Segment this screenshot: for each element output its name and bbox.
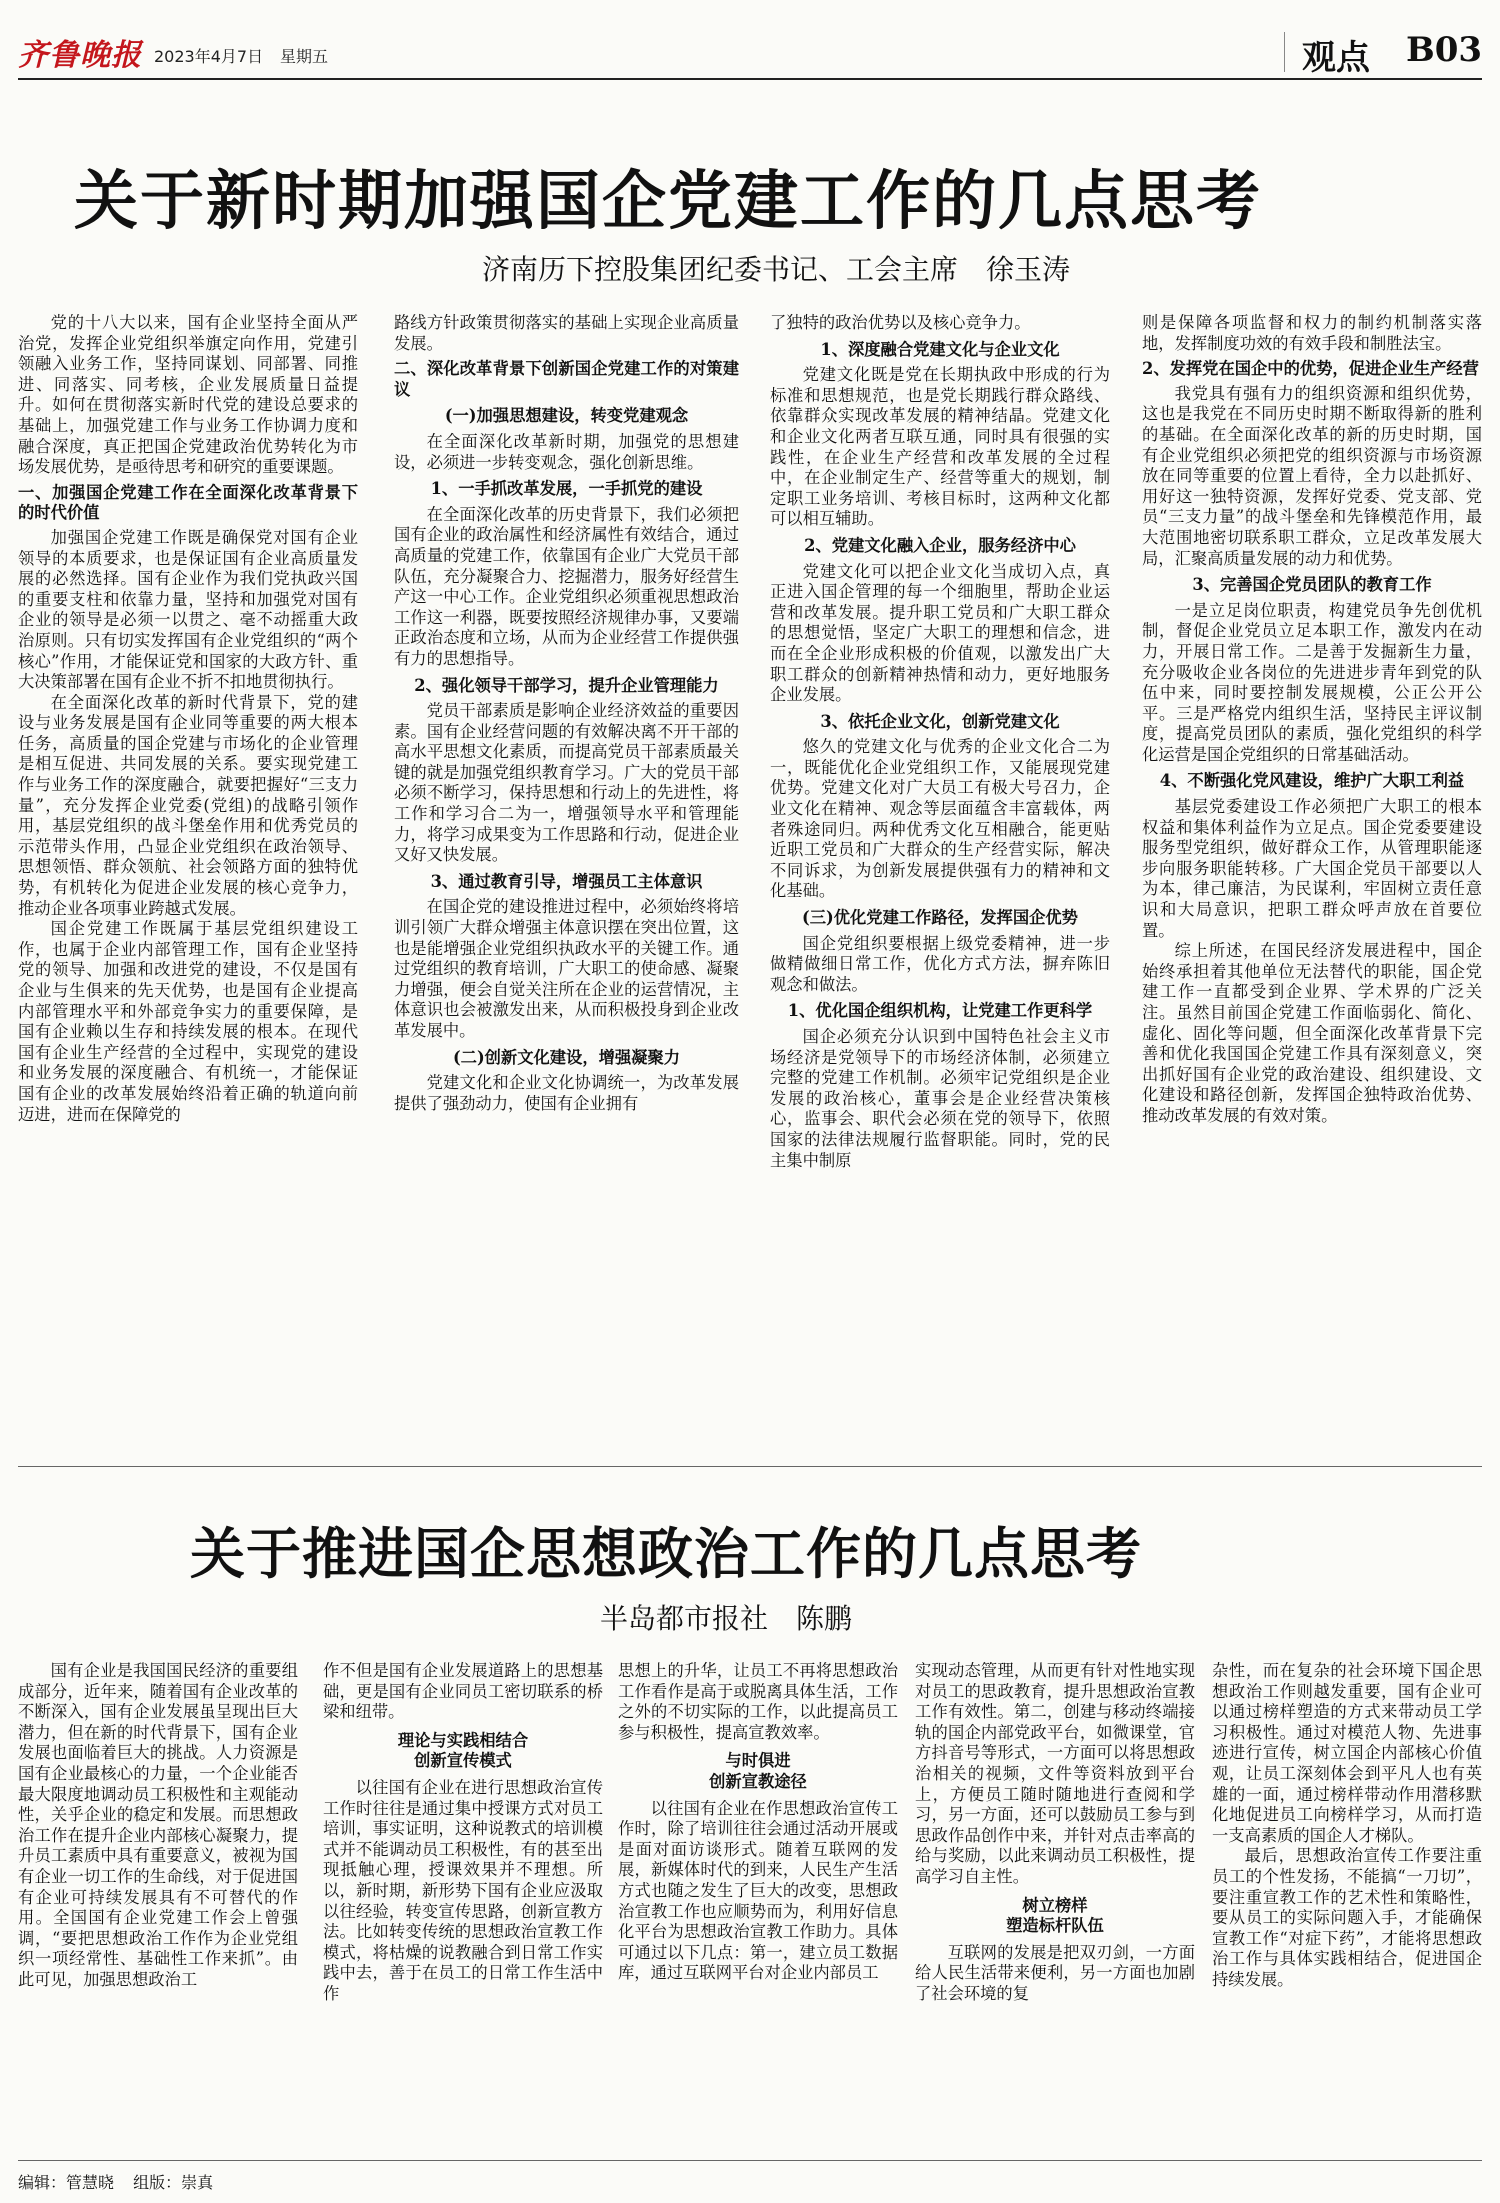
paragraph: 以往国有企业在作思想政治宣传工作时，除了培训往往会通过活动开展或是面对面访谈形式。随着互联网的发展，新媒体时代的到来，人民生产生活方式也随之发生了巨大的改变，思想政治宣教工作也应顺势而为，利用好信息化平台为思想政治宣教工作助力。具体可通过以下几点：第一，建立员工数据库，通过互联网平台对企业内部员工 — [618, 1798, 898, 1983]
paragraph: 最后，思想政治宣传工作要注重员工的个性发扬，不能搞“一刀切”，要注重宣教工作的艺术性和策略性，要从员工的实际问题入手，才能确保宣教工作“对症下药”，才能将思想政治工作与具体实践相结合，促进国企持续发展。 — [1212, 1846, 1482, 1989]
paragraph: 悠久的党建文化与优秀的企业文化合二为一，既能优化企业党组织工作，又能展现党建优势。党建文化对广大员工有极大号召力，企业文化在精神、观念等层面蕴含丰富载体，两者殊途同归。两种优秀文化互相融合，能更贴近职工党员和广大群众的生产经营实际，解决不同诉求，为创新发展提供强有力的精神和文化基础。 — [770, 737, 1110, 901]
subheading: 4、不断强化党风建设，维护广大职工利益 — [1159, 771, 1465, 791]
article1-column-3 — [770, 313, 1110, 1448]
subheading: 3、依托企业文化，创新党建文化 — [820, 711, 1060, 731]
header-divider — [1284, 32, 1285, 72]
subheading: 1、深度融合党建文化与企业文化 — [820, 339, 1060, 359]
paragraph: 则是保障各项监督和权力的制约机制落实落地，发挥制度功效的有效手段和制胜法宝。 — [1142, 313, 1482, 353]
paragraph: 以往国有企业在进行思想政治宣传工作时往往是通过集中授课方式对员工培训，事实证明，这种说教式的培训模式并不能调动员工积极性，有的甚至出现抵触心理，授课效果并不理想。所以，新时期，新形势下国有企业应汲取以往经验，转变宣传思路，创新宣教方法。比如转变传统的思想政治宣教工作模式，将枯燥的说教融合到日常工作实践中去，善于在员工的日常工作生活中作 — [323, 1777, 603, 2003]
subheading: 二、深化改革背景下创新国企党建工作的对策建议 — [394, 359, 739, 399]
publish-weekday: 星期五 — [280, 47, 329, 66]
editor-credit: 编辑：管慧晓 — [18, 2173, 115, 2192]
section-name: 观点 — [1302, 38, 1370, 78]
article1-title: 关于新时期加强国企党建工作的几点思考 — [74, 164, 1262, 239]
section-heading: 与时俱进 创新宣教途径 — [709, 1751, 807, 1791]
paragraph: 基层党委建设工作必须把广大职工的根本权益和集体利益作为立足点。国企党委要建设服务型党组织，做好群众工作，从管理职能逐步向服务职能转移。广大国企党员干部要以人为本，律己廉洁，为民谋利，牢固树立责任意识和大局意识，把职工群众呼声放在首要位置。 — [1142, 797, 1482, 940]
subheading: 1、优化国企组织机构，让党建工作更科学 — [787, 1001, 1093, 1021]
paragraph: 实现动态管理，从而更有针对性地实现对员工的思政教育，提升思想政治宣教工作有效性。第二，创建与移动终端接轨的国企内部党政平台，如微课堂，官方抖音号等形式，一方面可以将思想政治相关的视频，文件等资料放到平台上，方便员工随时随地进行查阅和学习，另一方面，还可以鼓励员工参与到思政作品创作中来，并针对点击率高的给与奖励，以此来调动员工积极性，提高学习自主性。 — [915, 1661, 1195, 1886]
subheading: 1、一手抓改革发展，一手抓党的建设 — [430, 479, 703, 499]
subheading: 一、加强国企党建工作在全面深化改革背景下的时代价值 — [18, 482, 358, 523]
section-heading: 理论与实践相结合 创新宣传模式 — [397, 1730, 529, 1771]
footer-credits — [18, 2170, 227, 2193]
subheading: (二)创新文化建设，增强凝聚力 — [452, 1047, 681, 1067]
footer-rule — [18, 2160, 1482, 2161]
paragraph: 在全面深化改革的新时代背景下，党的建设与业务发展是国有企业同等重要的两大根本任务，高质量的国企党建与市场化的企业管理是相互促进、共同发展的关系。要实现党建工作与业务工作的深度融合，就要把握好“三支力量”，充分发挥企业党委(党组)的战略引领作用，基层党组织的战斗堡垒作用和优秀党员的示范带头作用，凸显企业党组织在政治领导、思想领悟、群众领航、社会领路方面的独特优势，有机转化为促进企业发展的核心竞争力，推动企业各项事业跨越式发展。 — [18, 692, 358, 918]
article1-column-4 — [1142, 313, 1482, 1448]
article2-title: 关于推进国企思想政治工作的几点思考 — [190, 1521, 1143, 1586]
subheading: 2、党建文化融入企业，服务经济中心 — [804, 535, 1076, 555]
article1-column-1 — [18, 313, 358, 1448]
paragraph: 国企必须充分认识到中国特色社会主义市场经济是党领导下的市场经济体制，必须建立完整的党建工作机制。必须牢记党组织是企业发展的政治核心，董事会是企业经营决策核心，监事会、职代会必须在党的领导下，依照国家的法律法规履行监督职能。同时，党的民主集中制原 — [770, 1027, 1110, 1170]
paragraph: 党建文化可以把企业文化当成切入点，真正进入国企管理的每一个细胞里，帮助企业运营和改革发展。提升职工党员和广大职工群众的思想觉悟，坚定广大职工的理想和信念，进而在全企业形成积极的价值观，以激发出广大职工群众的创新精神热情和动力，更好地服务企业发展。 — [770, 561, 1110, 705]
article2-column-4 — [915, 1661, 1195, 2151]
subheading: 2、发挥党在国企中的优势，促进企业生产经营 — [1142, 359, 1479, 379]
header-rule — [18, 78, 1482, 80]
paragraph: 加强国企党建工作既是确保党对国有企业领导的本质要求，也是保证国有企业高质量发展的必然选择。国有企业作为我们党执政兴国的重要支柱和依靠力量，坚持和加强党对国有企业的领导是必须一以贯之、毫不动摇重大政治原则。只有切实发挥国有企业党组织的“两个核心”作用，才能保证党和国家的大政方针、重大决策部署在国有企业不折不扣地贯彻执行。 — [18, 527, 358, 692]
paragraph: 党建文化既是党在长期执政中形成的行为标准和思想规范，也是党长期践行群众路线、依靠群众实现改革发展的精神结晶。党建文化和企业文化两者互联互通，同时具有很强的实践性，在企业生产经营和改革发展的全过程中，在企业制定生产、经营等重大的规划，制定职工业务培训、考核目标时，这两种文化都可以相互辅助。 — [770, 365, 1110, 529]
paragraph: 国企党建工作既属于基层党组织建设工作，也属于企业内部管理工作，国有企业坚持党的领导、加强和改进党的建设，不仅是国有企业与生俱来的先天优势，也是国有企业提高内部管理水平和外部竞争实力的重要保障，是国有企业赖以生存和持续发展的根本。在现代国有企业生产经营的全过程中，实现党的建设和业务发展的深度融合、有机统一，才能保证国有企业的改革发展始终沿着正确的轨道向前迈进，进而在保障党的 — [18, 919, 358, 1124]
paragraph: 党员干部素质是影响企业经济效益的重要因素。国有企业经营问题的有效解决离不开干部的高水平思想文化素质，而提高党员干部素质最关键的就是加强党组织教育学习。广大的党员干部必须不断学习，保持思想和行动上的先进性，将工作和学习合二为一，增强领导水平和管理能力，将学习成果变为工作思路和行动，促进企业又好又快发展。 — [394, 701, 739, 865]
subheading: (一)加强思想建设，转变党建观念 — [444, 406, 689, 426]
article-separator — [18, 1466, 1482, 1467]
paragraph: 国有企业是我国国民经济的重要组成部分，近年来，随着国有企业改革的不断深入，国有企业发展虽呈现出巨大潜力，但在新的时代背景下，国有企业发展也面临着巨大的挑战。人力资源是国有企业最核心的力量，一个企业能否最大限度地调动员工积极性和主观能动性，关乎企业的稳定和发展。而思想政治工作在提升企业内部核心凝聚力，提升员工素质中具有重要意义，被视为国有企业一切工作的生命线，对于促进国有企业可持续发展具有不可替代的作用。全国国有企业党建工作会上曾强调，“要把思想政治工作作为企业党组织一项经常性、基础性工作来抓”。由此可见，加强思想政治工 — [18, 1661, 298, 1989]
article2-byline: 半岛都市报社 陈鹏 — [600, 1602, 853, 1635]
newspaper-logo: 齐鲁晚报 — [18, 38, 142, 73]
paragraph: 作不但是国有企业发展道路上的思想基础，更是国有企业同员工密切联系的桥梁和纽带。 — [323, 1661, 603, 1722]
masthead — [18, 30, 1483, 78]
paragraph: 在国企党的建设推进过程中，必须始终将培训引领广大群众增强主体意识摆在突出位置，这也是能增强企业党组织执政水平的关键工作。通过党组织的教育培训，广大职工的使命感、凝聚力增强，便会自觉关注所在企业的运营情况，主体意识也会被激发出来，从而积极投身到企业改革发展中。 — [394, 897, 739, 1040]
subheading: (三)优化党建工作路径，发挥国企优势 — [802, 908, 1078, 928]
paragraph: 综上所述，在国民经济发展进程中，国企始终承担着其他单位无法替代的职能，国企党建工作一直都受到企业界、学术界的广泛关注。虽然目前国企党建工作面临弱化、简化、虚化、固化等问题，但全面深化改革背景下完善和优化我国国企党建工作具有深刻意义，突出抓好国有企业党的政治建设、组织建设、文化建设和路径创新，发挥国企独特政治优势、推动改革发展的有效对策。 — [1142, 941, 1482, 1125]
subheading: 3、通过教育引导，增强员工主体意识 — [430, 871, 703, 891]
article2-column-3 — [618, 1661, 898, 2151]
section-heading: 树立榜样 塑造标杆队伍 — [1006, 1895, 1104, 1936]
article2-column-5 — [1212, 1661, 1482, 2151]
paragraph: 我党具有强有力的组织资源和组织优势，这也是我党在不同历史时期不断取得新的胜利的基础。在全面深化改革的新的历史时期，国有企业党组织必须把党的组织资源与市场资源放在同等重要的位置上看待，全力以赴抓好、用好这一独特资源，发挥好党委、党支部、党员“三支力量”的战斗堡垒和先锋模范作用，最大范围地密切联系职工群众，立足改革发展大局，汇聚高质量发展的动力和优势。 — [1142, 383, 1482, 568]
paragraph: 路线方针政策贯彻落实的基础上实现企业高质量发展。 — [394, 313, 739, 353]
subheading: 3、完善国企党员团队的教育工作 — [1192, 575, 1432, 595]
paragraph: 思想上的升华，让员工不再将思想政治工作看作是高于或脱离具体生活，工作之外的不切实际的工作，以此提高员工参与积极性，提高宣教效率。 — [618, 1661, 898, 1742]
paragraph: 党的十八大以来，国有企业坚持全面从严治党，发挥企业党组织举旗定向作用，党建引领融入业务工作，坚持同谋划、同部署、同推进、同落实、同考核，企业发展质量日益提升。如何在贯彻落实新时代党的建设总要求的基础上，加强党建工作与业务工作协调力度和融合深度，真正把国企党建政治优势转化为市场发展优势，是亟待思考和研究的重要课题。 — [18, 313, 358, 477]
paragraph: 杂性，而在复杂的社会环境下国企思想政治工作则越发重要，国有企业可以通过榜样塑造的方式来带动员工学习积极性。通过对模范人物、先进事迹进行宣传，树立国企内部核心价值观，让员工深刻体会到平凡人也有英雄的一面，通过榜样带动作用潜移默化地促进员工向榜样学习，从而打造一支高素质的国企人才梯队。 — [1212, 1661, 1482, 1845]
subheading: 2、强化领导干部学习，提升企业管理能力 — [414, 675, 719, 695]
paragraph: 国企党组织要根据上级党委精神，进一步做精做细日常工作，优化方式方法，摒弃陈旧观念和做法。 — [770, 933, 1110, 994]
layout-credit: 组版：崇真 — [133, 2173, 214, 2192]
paragraph: 党建文化和企业文化协调统一，为改革发展提供了强劲动力，使国有企业拥有 — [394, 1073, 739, 1113]
paragraph: 了独特的政治优势以及核心竞争力。 — [770, 313, 1031, 332]
article1-column-2 — [394, 313, 739, 1448]
article2-column-1 — [18, 1661, 298, 2151]
paragraph: 互联网的发展是把双刃剑，一方面给人民生活带来便利，另一方面也加剧了社会环境的复 — [915, 1942, 1195, 2003]
publish-date: 2023年4月7日 — [154, 47, 264, 66]
article2-column-2 — [323, 1661, 603, 2151]
article1-byline: 济南历下控股集团纪委书记、工会主席 徐玉涛 — [482, 253, 1071, 286]
page-number: B03 — [1406, 30, 1483, 70]
paragraph: 在全面深化改革的历史背景下，我们必须把国有企业的政治属性和经济属性有效结合，通过高质量的党建工作，依靠国有企业广大党员干部队伍，充分凝聚合力、挖掘潜力，服务好经营生产这一中心工作。企业党组织必须重视思想政治工作这一利器，既要按照经济规律办事，又要端正政治态度和立场，从而为企业经营工作提供强有力的思想指导。 — [394, 504, 739, 668]
paragraph: 在全面深化改革新时期，加强党的思想建设，必须进一步转变观念，强化创新思维。 — [394, 431, 739, 472]
paragraph: 一是立足岗位职责，构建党员争先创优机制，督促企业党员立足本职工作，激发内在动力，开展日常工作。二是善于发掘新生力量，充分吸收企业各岗位的先进进步青年到党的队伍中来，同时要控制发展规模，公正公开公平。三是严格党内组织生活，坚持民主评议制度，提高党员团队的素质，强化党组织的科学化运营是国企党组织的日常基础活动。 — [1142, 600, 1482, 764]
